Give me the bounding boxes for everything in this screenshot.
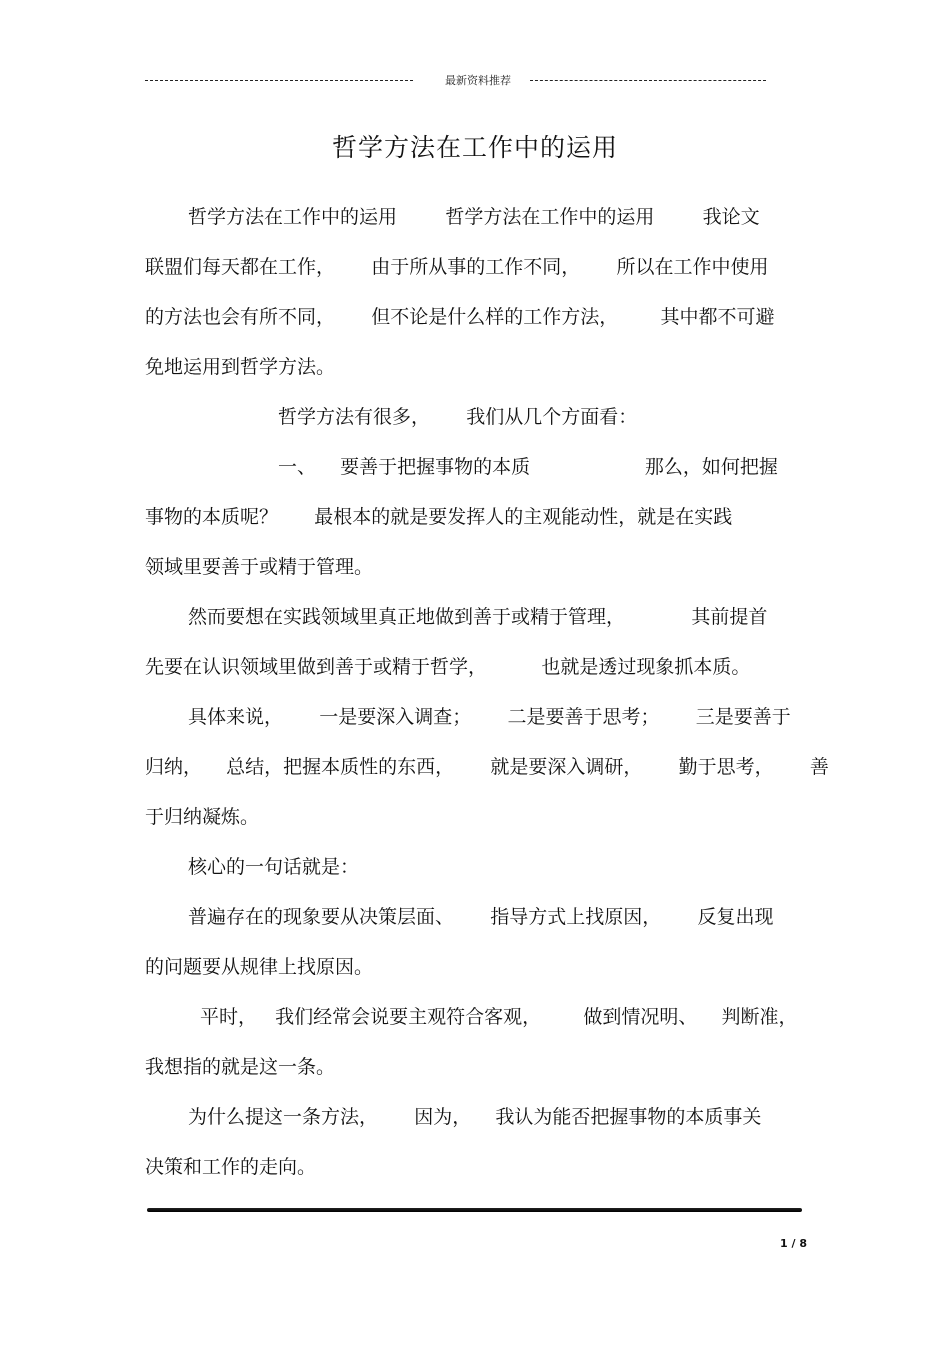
- paragraph-line: 哲学方法有很多， 我们从几个方面看：: [278, 406, 638, 428]
- paragraph-line: 决策和工作的走向。: [145, 1156, 317, 1178]
- page-number: 1 / 8: [780, 1237, 807, 1250]
- paragraph-line: 为什么提这一条方法， 因为， 我认为能否把握事物的本质事关: [188, 1106, 762, 1128]
- page-header: [145, 72, 805, 90]
- paragraph-line: 一、 要善于把握事物的本质 那么，如何把握: [278, 456, 778, 478]
- paragraph-line: 然而要想在实践领域里真正地做到善于或精于管理， 其前提首: [188, 606, 768, 628]
- paragraph-line: 事物的本质呢？ 最根本的就是要发挥人的主观能动性，就是在实践: [145, 506, 733, 528]
- footer-rule: [147, 1208, 802, 1212]
- paragraph-line: 联盟们每天都在工作， 由于所从事的工作不同， 所以在工作中使用: [145, 256, 769, 278]
- header-dash-left: [145, 80, 413, 81]
- paragraph-line: 领域里要善于或精于管理。: [145, 556, 374, 578]
- paragraph-line: 先要在认识领域里做到善于或精于哲学， 也就是透过现象抓本质。: [145, 656, 751, 678]
- paragraph-line: 哲学方法在工作中的运用 哲学方法在工作中的运用 我论文: [188, 206, 760, 228]
- paragraph-line: 具体来说， 一是要深入调查； 二是要善于思考； 三是要善于: [188, 706, 791, 728]
- paragraph-line: 核心的一句话就是：: [188, 856, 360, 878]
- paragraph-line: 的问题要从规律上找原因。: [145, 956, 374, 978]
- paragraph-line: 于归纳凝炼。: [145, 806, 260, 828]
- header-dash-right: [530, 80, 766, 81]
- paragraph-line: 的方法也会有所不同， 但不论是什么样的工作方法， 其中都不可避: [145, 306, 775, 328]
- paragraph-line: 平时， 我们经常会说要主观符合客观， 做到情况明、 判断准，: [200, 1006, 798, 1028]
- document-title: 哲学方法在工作中的运用: [331, 133, 618, 162]
- header-text: 最新资料推荐: [445, 74, 511, 87]
- paragraph-line: 免地运用到哲学方法。: [145, 356, 336, 378]
- paragraph-line: 普遍存在的现象要从决策层面、 指导方式上找原因， 反复出现: [188, 906, 774, 928]
- paragraph-line: 我想指的就是这一条。: [145, 1056, 336, 1078]
- paragraph-line: 归纳， 总结，把握本质性的东西， 就是要深入调研， 勤于思考， 善: [145, 756, 829, 778]
